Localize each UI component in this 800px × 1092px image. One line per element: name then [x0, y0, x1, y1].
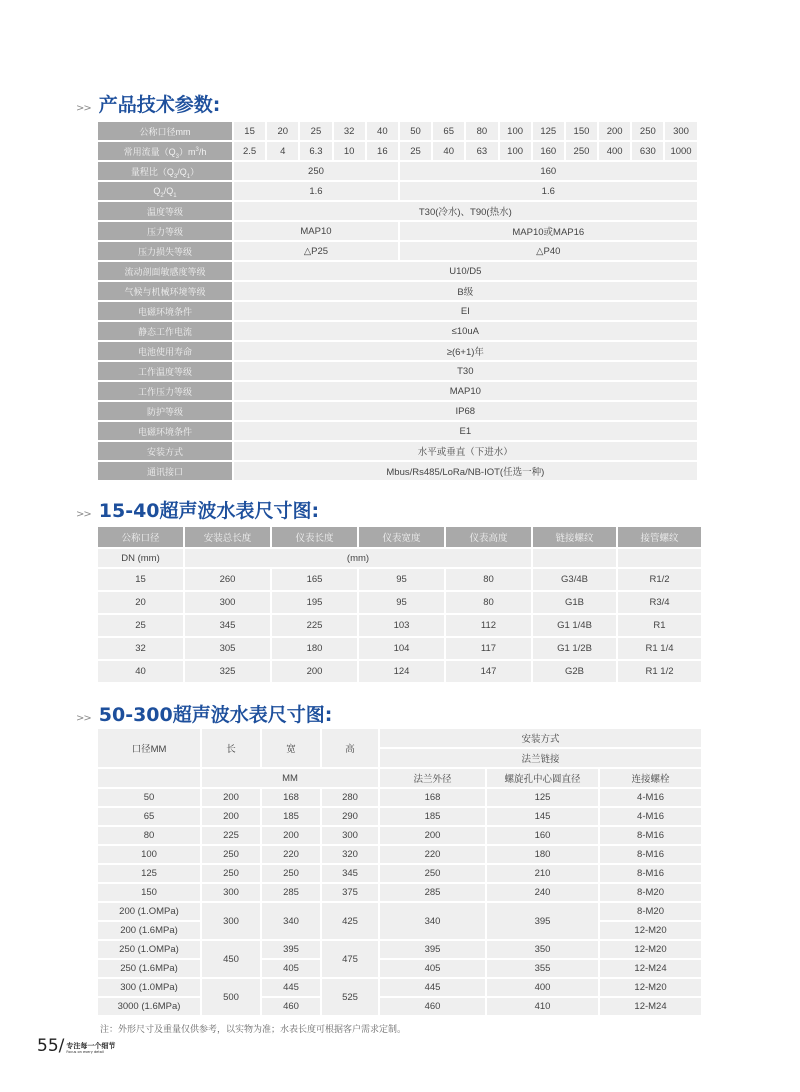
cell-circle: 355	[486, 959, 599, 978]
cell-value: 250	[201, 845, 261, 864]
small-dims-header-row	[97, 526, 702, 548]
cell-value: 4	[266, 141, 299, 161]
column-header: 安装总长度	[184, 526, 271, 548]
footnote: 注：外形尺寸及重量仅供参考，以实物为准；水表长度可根据客户需求定制。	[100, 1025, 407, 1035]
header-flange: 法兰链接	[379, 748, 702, 768]
cell-circle: 350	[486, 940, 599, 959]
cell-width: 460	[261, 997, 321, 1016]
cell-value: 250	[261, 864, 321, 883]
slogan-cn: 专注每一个细节	[66, 1042, 116, 1050]
cell-value: 240	[486, 883, 599, 902]
cell-width: 405	[261, 959, 321, 978]
cell-value: 15	[97, 568, 184, 591]
cell-value: G1 1/2B	[532, 637, 617, 660]
cell-bolts: 12-M20	[599, 921, 702, 940]
small-dims-table	[96, 525, 703, 684]
cell-value: MAP10	[233, 381, 698, 401]
cell-caliber: 250 (1.OMPa)	[97, 940, 201, 959]
cell-value: 250	[379, 864, 486, 883]
empty-cell	[97, 768, 201, 788]
cell-value: ≥(6+1)年	[233, 341, 698, 361]
cell-value: 100	[97, 845, 201, 864]
column-header: 仪表宽度	[358, 526, 445, 548]
cell-value: EI	[233, 301, 698, 321]
cell-value: 285	[379, 883, 486, 902]
header-bolts: 连接螺栓	[599, 768, 702, 788]
cell-value: 220	[261, 845, 321, 864]
spec-row-flow	[97, 141, 698, 161]
cell-value: 185	[261, 807, 321, 826]
row-label: 工作压力等级	[97, 381, 233, 401]
cell-value: 200	[261, 826, 321, 845]
spec-row	[97, 461, 698, 481]
cell-value: 63	[465, 141, 498, 161]
spec-row-nominal	[97, 121, 698, 141]
cell-value: Mbus/Rs485/LoRa/NB-IOT(任选一种)	[233, 461, 698, 481]
cell-value: 200	[271, 660, 358, 683]
cell-value: 280	[321, 788, 379, 807]
cell-value: 325	[184, 660, 271, 683]
cell-value: 20	[97, 591, 184, 614]
cell-value: 25	[97, 614, 184, 637]
row-label: 压力损失等级	[97, 241, 233, 261]
cell-value: 65	[97, 807, 201, 826]
cell-circle: 395	[486, 902, 599, 940]
empty-cell	[532, 548, 617, 568]
cell-value: 125	[532, 121, 565, 141]
cell-height: 425	[321, 902, 379, 940]
cell-value: T30	[233, 361, 698, 381]
cell-value: 147	[445, 660, 532, 683]
cell-value: 32	[97, 637, 184, 660]
spec-row	[97, 321, 698, 341]
cell-value: 117	[445, 637, 532, 660]
cell-value: 168	[379, 788, 486, 807]
cell-value: 345	[184, 614, 271, 637]
cell-outer: 460	[379, 997, 486, 1016]
row-label: 量程比$(Q_3/Q_1)$	[97, 161, 233, 181]
header-width: 宽	[261, 728, 321, 768]
row-label: 电磁环境条件	[97, 421, 233, 441]
cell-value: 250	[631, 121, 664, 141]
table-row	[97, 978, 702, 997]
cell-value: 水平或垂直（下进水）	[233, 441, 698, 461]
cell-value: 65	[432, 121, 465, 141]
table-row	[97, 883, 702, 902]
cell-value: G2B	[532, 660, 617, 683]
cell-value: 2.5	[233, 141, 266, 161]
row-label: 电池使用寿命	[97, 341, 233, 361]
cell-value: 1.6	[399, 181, 698, 201]
cell-value: 95	[358, 591, 445, 614]
spec-row	[97, 361, 698, 381]
cell-outer: 405	[379, 959, 486, 978]
cell-value: B级	[233, 281, 698, 301]
cell-outer: 340	[379, 902, 486, 940]
spec-row	[97, 421, 698, 441]
cell-value: 80	[445, 591, 532, 614]
cell-value: 150	[565, 121, 598, 141]
table-row	[97, 591, 702, 614]
cell-value: 168	[261, 788, 321, 807]
cell-value: 300	[321, 826, 379, 845]
spec-row-ratio	[97, 161, 698, 181]
cell-value: 180	[271, 637, 358, 660]
cell-length: 500	[201, 978, 261, 1016]
page-footer	[37, 1038, 115, 1055]
column-header: 仪表高度	[445, 526, 532, 548]
cell-value: 290	[321, 807, 379, 826]
cell-value: R1	[617, 614, 702, 637]
row-label: 电磁环境条件	[97, 301, 233, 321]
cell-length: 300	[201, 902, 261, 940]
cell-value: 200	[201, 788, 261, 807]
table-row	[97, 568, 702, 591]
cell-value: 8-M20	[599, 883, 702, 902]
small-dims-heading: 15-40超声波水表尺寸图:	[98, 500, 320, 522]
spec-row	[97, 281, 698, 301]
header-mm: MM	[201, 768, 379, 788]
cell-value: 95	[358, 568, 445, 591]
cell-value: 16	[366, 141, 399, 161]
page-number: 55/	[37, 1036, 65, 1056]
spec-row	[97, 381, 698, 401]
table-row	[97, 788, 702, 807]
spec-table	[96, 120, 699, 482]
table-row	[97, 845, 702, 864]
cell-value: R3/4	[617, 591, 702, 614]
cell-value: E1	[233, 421, 698, 441]
cell-value: 4-M16	[599, 807, 702, 826]
cell-value: 112	[445, 614, 532, 637]
cell-value: 100	[499, 121, 532, 141]
header-height: 高	[321, 728, 379, 768]
cell-width: 445	[261, 978, 321, 997]
cell-value: 375	[321, 883, 379, 902]
cell-caliber: 200 (1.6MPa)	[97, 921, 201, 940]
cell-width: 395	[261, 940, 321, 959]
cell-value: 80	[445, 568, 532, 591]
cell-value: 250	[233, 161, 399, 181]
cell-circle: 410	[486, 997, 599, 1016]
slogan-en: Focus on every detail	[66, 1050, 104, 1054]
table-row	[97, 826, 702, 845]
cell-value: R1 1/4	[617, 637, 702, 660]
large-header-row-1	[97, 728, 702, 748]
cell-value: 6.3	[299, 141, 332, 161]
cell-value: 40	[432, 141, 465, 161]
small-dims-unit-row	[97, 548, 702, 568]
cell-value: 225	[201, 826, 261, 845]
cell-value: G1B	[532, 591, 617, 614]
cell-value: 180	[486, 845, 599, 864]
cell-caliber: 3000 (1.6MPa)	[97, 997, 201, 1016]
spec-row	[97, 261, 698, 281]
cell-value: 32	[333, 121, 366, 141]
table-row	[97, 940, 702, 959]
cell-value: 25	[299, 121, 332, 141]
cell-value: 300	[664, 121, 697, 141]
row-label: 安装方式	[97, 441, 233, 461]
cell-value: 50	[97, 788, 201, 807]
cell-caliber: 200 (1.OMPa)	[97, 902, 201, 921]
cell-value: 40	[97, 660, 184, 683]
table-row	[97, 660, 702, 683]
cell-value: 250	[565, 141, 598, 161]
table-row	[97, 637, 702, 660]
cell-circle: 400	[486, 978, 599, 997]
cell-value: 195	[271, 591, 358, 614]
cell-value: 50	[399, 121, 432, 141]
chevron-icon: >>	[76, 509, 91, 520]
cell-value: 20	[266, 121, 299, 141]
cell-bolts: 12-M24	[599, 997, 702, 1016]
empty-cell	[617, 548, 702, 568]
spec-row	[97, 441, 698, 461]
cell-outer: 445	[379, 978, 486, 997]
cell-value: 80	[465, 121, 498, 141]
cell-value: 200	[379, 826, 486, 845]
cell-value: 160	[532, 141, 565, 161]
cell-value: 100	[499, 141, 532, 161]
unit-mm: (mm)	[184, 548, 532, 568]
header-install: 安装方式	[379, 728, 702, 748]
table-row	[97, 864, 702, 883]
cell-value: U10/D5	[233, 261, 698, 281]
cell-value: ≤10uA	[233, 321, 698, 341]
cell-value: 103	[358, 614, 445, 637]
cell-value: 160	[399, 161, 698, 181]
cell-value: 260	[184, 568, 271, 591]
row-label: 静态工作电流	[97, 321, 233, 341]
cell-value: 124	[358, 660, 445, 683]
table-row	[97, 807, 702, 826]
row-label: 公称口径mm	[97, 121, 233, 141]
row-label: 温度等级	[97, 201, 233, 221]
row-label: 防护等级	[97, 401, 233, 421]
slogan	[66, 1042, 115, 1055]
large-dims-heading: 50-300超声波水表尺寸图:	[98, 704, 333, 726]
row-label: 工作温度等级	[97, 361, 233, 381]
cell-value: T30(冷水)、T90(热水)	[233, 201, 698, 221]
header-length: 长	[201, 728, 261, 768]
cell-bolts: 12-M24	[599, 959, 702, 978]
cell-bolts: 8-M20	[599, 902, 702, 921]
spec-row	[97, 301, 698, 321]
column-header: 链接螺纹	[532, 526, 617, 548]
table-row	[97, 902, 702, 921]
cell-value: 1000	[664, 141, 697, 161]
cell-value: 220	[379, 845, 486, 864]
cell-value: G1 1/4B	[532, 614, 617, 637]
cell-value: 80	[97, 826, 201, 845]
large-dims-table	[96, 727, 703, 1017]
cell-value: 300	[201, 883, 261, 902]
table-row	[97, 959, 702, 978]
cell-value: 200	[201, 807, 261, 826]
cell-value: R1/2	[617, 568, 702, 591]
spec-row-temp	[97, 201, 698, 221]
cell-value: 125	[486, 788, 599, 807]
cell-caliber: 250 (1.6MPa)	[97, 959, 201, 978]
cell-value: 8-M16	[599, 864, 702, 883]
cell-height: 525	[321, 978, 379, 1016]
cell-bolts: 12-M20	[599, 940, 702, 959]
cell-caliber: 300 (1.0MPa)	[97, 978, 201, 997]
chevron-icon: >>	[76, 713, 91, 724]
header-caliber: 口径MM	[97, 728, 201, 768]
cell-value: 400	[598, 141, 631, 161]
cell-value: 160	[486, 826, 599, 845]
cell-value: 150	[97, 883, 201, 902]
spec-row-q2q1	[97, 181, 698, 201]
cell-outer: 395	[379, 940, 486, 959]
spec-section-title	[76, 90, 220, 117]
cell-value: 8-M16	[599, 826, 702, 845]
spec-row-pressure	[97, 221, 698, 241]
cell-value: R1 1/2	[617, 660, 702, 683]
cell-value: MAP10	[233, 221, 399, 241]
row-label: 流动剖面敏感度等级	[97, 261, 233, 281]
table-row	[97, 614, 702, 637]
cell-value: 4-M16	[599, 788, 702, 807]
cell-value: 305	[184, 637, 271, 660]
cell-value: 165	[271, 568, 358, 591]
cell-value: 25	[399, 141, 432, 161]
cell-value: 125	[97, 864, 201, 883]
row-label: 气候与机械环境等级	[97, 281, 233, 301]
cell-value: 10	[333, 141, 366, 161]
column-header: 仪表长度	[271, 526, 358, 548]
cell-value: △P25	[233, 241, 399, 261]
cell-value: IP68	[233, 401, 698, 421]
cell-value: 345	[321, 864, 379, 883]
cell-width: 340	[261, 902, 321, 940]
cell-value: 210	[486, 864, 599, 883]
cell-value: 104	[358, 637, 445, 660]
cell-value: 300	[184, 591, 271, 614]
cell-value: 145	[486, 807, 599, 826]
unit-dn: DN (mm)	[97, 548, 184, 568]
cell-length: 450	[201, 940, 261, 978]
cell-value: G3/4B	[532, 568, 617, 591]
cell-bolts: 12-M20	[599, 978, 702, 997]
spec-row-loss	[97, 241, 698, 261]
cell-value: 320	[321, 845, 379, 864]
large-dims-section-title	[76, 700, 332, 727]
spec-heading: 产品技术参数:	[98, 94, 221, 116]
header-outer: 法兰外径	[379, 768, 486, 788]
cell-value: 630	[631, 141, 664, 161]
column-header: 接管螺纹	[617, 526, 702, 548]
cell-value: △P40	[399, 241, 698, 261]
small-dims-section-title	[76, 496, 319, 523]
row-label: 压力等级	[97, 221, 233, 241]
row-label: 通讯接口	[97, 461, 233, 481]
cell-value: 250	[201, 864, 261, 883]
cell-value: 40	[366, 121, 399, 141]
spec-row	[97, 401, 698, 421]
cell-value: 8-M16	[599, 845, 702, 864]
chevron-icon: >>	[76, 103, 91, 114]
column-header: 公称口径	[97, 526, 184, 548]
row-label: 常用流量$(Q_3)m^3/h$	[97, 141, 233, 161]
table-row	[97, 997, 702, 1016]
header-bolt-circle: 螺旋孔中心圆直径	[486, 768, 599, 788]
cell-value: 15	[233, 121, 266, 141]
cell-value: 185	[379, 807, 486, 826]
cell-height: 475	[321, 940, 379, 978]
cell-value: 200	[598, 121, 631, 141]
large-header-row-3	[97, 768, 702, 788]
cell-value: 225	[271, 614, 358, 637]
cell-value: 285	[261, 883, 321, 902]
cell-value: 1.6	[233, 181, 399, 201]
row-label: $Q_2/Q_1$	[97, 181, 233, 201]
spec-row	[97, 341, 698, 361]
cell-value: MAP10或MAP16	[399, 221, 698, 241]
